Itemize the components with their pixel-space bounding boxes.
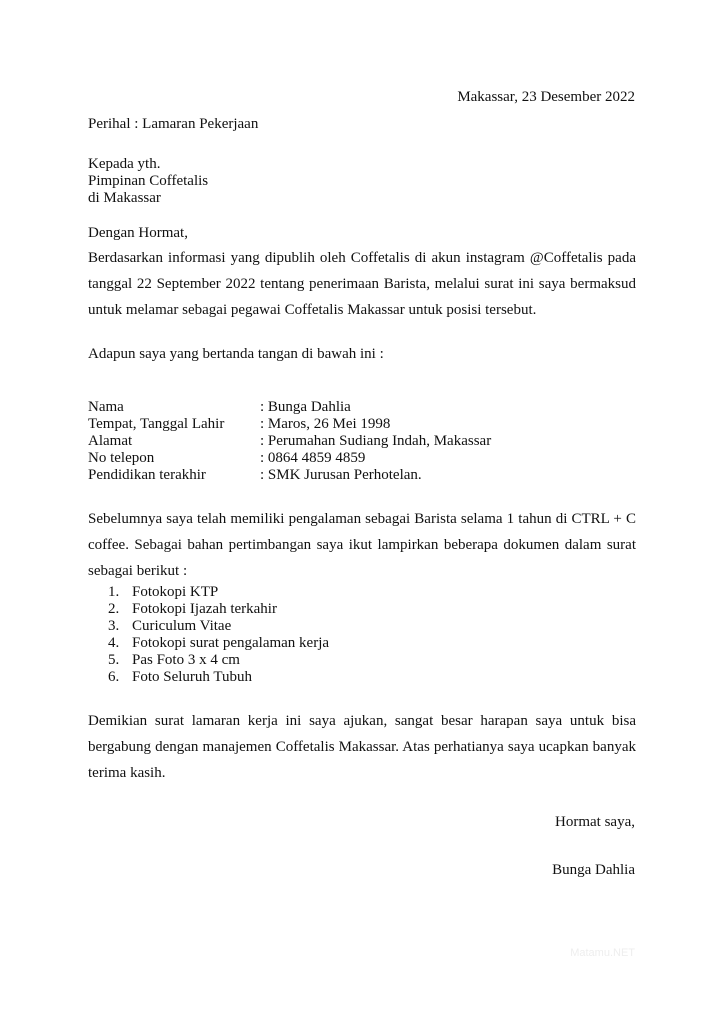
- list-number: 3.: [108, 618, 120, 634]
- list-item: [108, 601, 329, 618]
- list-text: Pas Foto 3 x 4 cm: [132, 652, 240, 668]
- identity-row: [88, 399, 491, 416]
- identity-value: : Perumahan Sudiang Indah, Makassar: [260, 433, 492, 449]
- identity-value: : SMK Jurusan Perhotelan.: [260, 467, 422, 483]
- greeting: Dengan Hormat,: [88, 225, 188, 241]
- list-number: 5.: [108, 652, 120, 668]
- identity-value: : Bunga Dahlia: [260, 399, 351, 415]
- identity-intro: Adapun saya yang bertanda tangan di bawah ini :: [88, 346, 384, 362]
- identity-table: [88, 399, 491, 484]
- list-text: Fotokopi surat pengalaman kerja: [132, 635, 330, 651]
- list-item: [108, 584, 329, 601]
- list-number: 2.: [108, 601, 120, 617]
- identity-row: [88, 416, 491, 433]
- list-item: [108, 652, 329, 669]
- identity-value: : 0864 4859 4859: [260, 450, 366, 466]
- identity-label: Tempat, Tanggal Lahir: [88, 416, 225, 432]
- subject-line: Perihal : Lamaran Pekerjaan: [88, 116, 259, 132]
- list-text: Curiculum Vitae: [132, 618, 232, 634]
- list-number: 6.: [108, 669, 120, 685]
- identity-label: Alamat: [88, 433, 133, 449]
- recipient-line: Pimpinan Coffetalis: [88, 173, 209, 189]
- recipient-line: Kepada yth.: [88, 156, 161, 172]
- list-number: 1.: [108, 584, 120, 600]
- recipient-line: di Makassar: [88, 190, 161, 206]
- paragraph-experience: Sebelumnya saya telah memiliki pengalaman sebagai Barista selama 1 tahun di CTRL + C coffee. Sebagai bahan pertimbangan saya ikut lampirkan beberapa dokumen dalam surat sebagai berikut :: [88, 511, 636, 579]
- list-number: 4.: [108, 635, 120, 651]
- list-text: Foto Seluruh Tubuh: [132, 669, 253, 685]
- list-item: [108, 618, 329, 635]
- identity-row: [88, 450, 491, 467]
- identity-label: Nama: [88, 399, 124, 415]
- recipient-block: [88, 156, 208, 207]
- closing-salutation: Hormat saya,: [555, 814, 635, 830]
- identity-row: [88, 433, 491, 450]
- identity-row: [88, 467, 491, 484]
- list-item: [108, 635, 329, 652]
- list-text: Fotokopi KTP: [132, 584, 219, 600]
- list-item: [108, 669, 329, 686]
- identity-label: No telepon: [88, 450, 155, 466]
- signer-name: Bunga Dahlia: [552, 862, 635, 878]
- paragraph-opening: Berdasarkan informasi yang dipublih oleh Coffetalis di akun instagram @Coffetalis pada tanggal 22 September 2022 tentang penerimaan Barista, melalui surat ini saya bermaksud untuk melamar sebagai pegawai Coffetalis Makassar untuk posisi tersebut.: [88, 250, 636, 318]
- list-text: Fotokopi Ijazah terkahir: [132, 601, 277, 617]
- watermark: Matamu.NET: [570, 947, 635, 959]
- identity-label: Pendidikan terakhir: [88, 467, 206, 483]
- place-date: Makassar, 23 Desember 2022: [457, 89, 635, 105]
- paragraph-closing: Demikian surat lamaran kerja ini saya ajukan, sangat besar harapan saya untuk bisa bergabung dengan manajemen Coffetalis Makassar. Atas perhatianya saya ucapkan banyak terima kasih.: [88, 713, 636, 781]
- attachment-list: [108, 584, 329, 686]
- identity-value: : Maros, 26 Mei 1998: [260, 416, 391, 432]
